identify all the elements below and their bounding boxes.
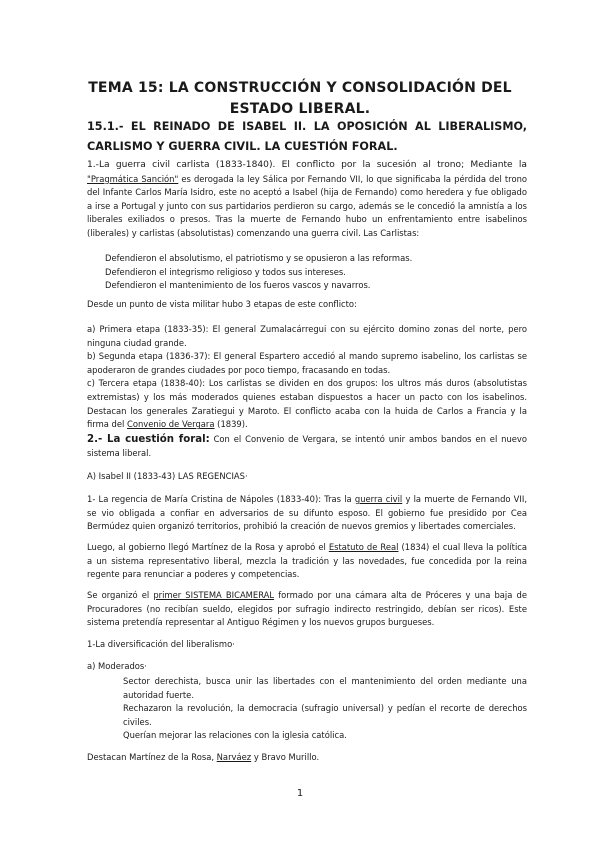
etapa-c: c) Tercera etapa (1838-40): Los carlistas se dividen en dos grupos: los ultros más duros (absolutistas extremistas) y los más moderados quienes estaban dispuestos a hacer un pacto con los isabelinos. Destacan los generales Zaratiegui y Maroto. El conflicto acaba con la huida de Carlos a Francia y la firma del Convenio de Vergara (1839). — [87, 378, 527, 430]
list-item: Defendieron el absolutismo, el patriotismo y se opusieron a las reformas. — [105, 253, 413, 263]
paragraph-regencia: 1- La regencia de María Cristina de Nápoles (1833-40): Tras la guerra civil y la muerte de Fernando VII, se vio obligada a confiar en adversarios de su difunto esposo. El gobierno fue presidido por Cea Bermúdez quien organizó territorios, prohibió la creación de nuevos gremios y libertades comerciales. — [87, 494, 528, 532]
narvaez-link[interactable]: Narváez — [216, 752, 252, 762]
etapa-b: b) Segunda etapa (1836-37): El general Espartero accedió al mando supremo isabelino, los carlistas se apoderaron de grandes ciudades por poco tiempo, fracasando en todas. — [87, 351, 527, 375]
paragraph-destacan: Destacan Martínez de la Rosa, Narváez y Bravo Murillo. — [87, 752, 320, 762]
list-item: Sector derechista, busca unir las libertades con el mantenimiento del orden mediante una autoridad fuerte. — [123, 676, 527, 700]
regencias-heading: A) Isabel II (1833-43) LAS REGENCIAS· — [87, 471, 248, 481]
title-line-2: ESTADO LIBERAL. — [229, 101, 371, 117]
cuestion-foral-title: 2.- La cuestión foral: — [87, 434, 210, 445]
paragraph-guerra-carlista — [87, 158, 527, 241]
paragraph-text: es derogada la ley Sálica por Fernando VII, lo que significaba la pérdida del trono del Infante Carlos María Isidro, este no aceptó a Isabel (hija de Fernando) como heredera y fue obligado a irse a Portugal y junto con sus partidarios perdieron su cargo, además se le concedió la amnistía a los liberales exiliados o presos. Tras la muerte de Fernando hubo un enfrentamiento entre isabelinos (liberales) y carlistas (absolutistas) comenzando una guerra civil. Las Carlistas: — [87, 173, 527, 238]
paragraph-lead: 1.-La guerra civil carlista (1833-1840). El conflicto por la sucesión al trono; Mediante la — [87, 160, 527, 170]
diversificacion-heading: 1-La diversificación del liberalismo· — [87, 639, 235, 649]
cuestion-foral-text: Con el Convenio de Vergara, se intentó unir ambos bandos en el nuevo sistema liberal. — [87, 434, 528, 458]
convenio-vergara-link[interactable]: Convenio de Vergara — [127, 419, 215, 430]
estatuto-real-link[interactable]: Estatuto de Real — [328, 542, 399, 552]
paragraph-estatuto: Luego, al gobierno llegó Martínez de la Rosa y aprobó el Estatuto de Real (1834) el cual lleva la política a un sistema representativo liberal, mezcla la tradición y las novedades, fue concedida por la reina regente para renunciar a poderes y competencias. — [87, 542, 528, 580]
paragraph-bicameral: Se organizó el primer SISTEMA BICAMERAL formado por una cámara alta de Próceres y una baja de Procuradores (no recibían sueldo, elegidos por sufragio indirecto restringido, debían ser ricos). Este sistema pretendía representar al Antiguo Régimen y los nuevos grupos burgueses. — [87, 590, 527, 628]
guerra-civil-link[interactable]: guerra civil — [354, 494, 403, 504]
sistema-bicameral-link[interactable]: primer SISTEMA BICAMERAL — [153, 590, 275, 600]
paragraph-etapas-intro: Desde un punto de vista militar hubo 3 etapas de este conflicto: — [87, 299, 357, 309]
pragmatica-sancion-link[interactable]: "Pragmática Sanción" — [87, 173, 179, 184]
etapa-a: a) Primera etapa (1833-35): El general Zumalacárregui con su ejército domino zonas del norte, pero ninguna ciudad grande. — [87, 324, 527, 348]
list-item: Rechazaron la revolución, la democracia (sufragio universal) y pedían el recorte de derechos civiles. — [123, 703, 527, 727]
list-item: Defendieron el mantenimiento de los fueros vascos y navarros. — [105, 280, 371, 291]
list-item: Defendieron el integrismo religioso y todos sus intereses. — [105, 266, 346, 277]
carlistas-list — [87, 252, 527, 293]
etapas-block — [87, 323, 527, 432]
document-title — [60, 78, 540, 120]
moderados-heading: a) Moderados· — [87, 661, 147, 671]
moderados-list — [105, 675, 527, 743]
title-line-1: TEMA 15: LA CONSTRUCCIÓN Y CONSOLIDACIÓN DEL — [88, 80, 512, 96]
list-item: Querían mejorar las relaciones con la iglesia católica. — [123, 730, 347, 741]
page-number: 1 — [296, 788, 304, 799]
section-heading: 15.1.- EL REINADO DE ISABEL II. LA OPOSICIÓN AL LIBERALISMO, CARLISMO Y GUERRA CIVIL. LA CUESTIÓN FORAL. — [87, 120, 527, 153]
cuestion-foral — [87, 433, 527, 460]
